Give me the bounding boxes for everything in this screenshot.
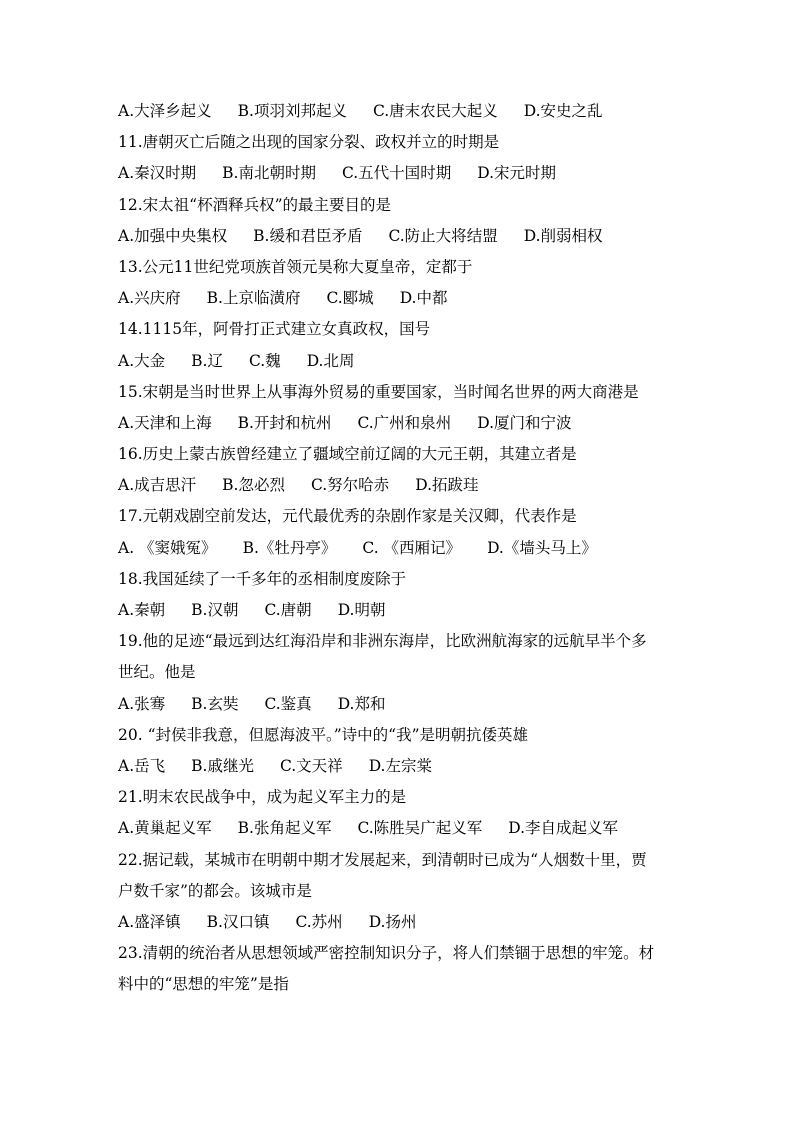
answer-option: C.文天祥 <box>279 756 343 775</box>
answer-option: D.扬州 <box>368 912 417 931</box>
answer-option: D.《墙头马上》 <box>487 538 597 557</box>
question-text: 19.他的足迹“最远到达红海沿岸和非洲东海岸，比欧洲航海家的远航早半个多 <box>118 632 647 651</box>
question-text: 21.明末农民战争中，成为起义军主力的是 <box>118 788 407 807</box>
question-text: 14.1115年，阿骨打正式建立女真政权，国号 <box>118 320 431 339</box>
question-text: 15.宋朝是当时世界上从事海外贸易的重要国家，当时闻名世界的两大商港是 <box>118 382 639 401</box>
answer-option: A.秦汉时期 <box>118 164 197 183</box>
answer-option: D.拓跋珪 <box>415 476 479 495</box>
answer-option: C.陈胜吴广起义军 <box>357 819 483 838</box>
answer-options <box>118 408 678 439</box>
answer-option: A.黄巢起义军 <box>118 819 212 838</box>
answer-option: D.明朝 <box>337 601 386 619</box>
answer-option: C.五代十国时期 <box>341 164 452 183</box>
answer-options <box>118 689 678 720</box>
answer-option: D.李自成起义军 <box>508 819 619 838</box>
answer-option: B.张角起义军 <box>237 819 332 838</box>
question-text: 17.元朝戏剧空前发达，元代最优秀的杂剧作家是关汉卿，代表作是 <box>118 507 577 526</box>
answer-options <box>118 283 678 314</box>
answer-option: A.岳飞 <box>118 756 166 775</box>
question-text: 11.唐朝灭亡后随之出现的国家分裂、政权并立的时期是 <box>118 133 500 152</box>
answer-option: C.郾城 <box>326 289 374 308</box>
answer-option: B.玄奘 <box>191 694 239 713</box>
answer-options <box>118 470 678 501</box>
answer-options <box>118 907 678 938</box>
answer-option: A.大泽乡起义 <box>118 102 212 120</box>
answer-option: A.天津和上海 <box>118 413 212 432</box>
answer-option: C.广州和泉州 <box>357 413 452 432</box>
answer-option: A.盛泽镇 <box>118 912 181 931</box>
answer-option: C.苏州 <box>295 912 343 931</box>
question-text: 23.清朝的统治者从思想领域严密控制知识分子，将人们禁锢于思想的牢笼。材 <box>118 944 655 963</box>
question-text: 料中的“思想的牢笼”是指 <box>118 975 289 994</box>
question-text: 18.我国延续了一千多年的丞相制度废除于 <box>118 569 407 588</box>
answer-option: B.辽 <box>191 351 223 370</box>
question-text: 22.据记载，某城市在明朝中期才发展起来，到清朝时已成为“人烟数十里，贾 <box>118 850 647 869</box>
answer-option: D.宋元时期 <box>477 164 557 183</box>
question-text: 20. “封侯非我意，但愿海波平。”诗中的“我”是明朝抗倭英雄 <box>118 725 529 744</box>
answer-option: C.努尔哈赤 <box>310 476 390 495</box>
answer-option: B.汉口镇 <box>206 912 270 931</box>
answer-option: A.成吉思汗 <box>118 476 197 495</box>
answer-option: C.防止大将结盟 <box>388 226 498 245</box>
answer-option: B.《牡丹亭》 <box>242 538 337 557</box>
answer-options <box>118 533 678 564</box>
question-text: 世纪。他是 <box>118 663 196 682</box>
answer-option: D.左宗棠 <box>368 756 432 775</box>
answer-option: C.鉴真 <box>264 694 312 713</box>
answer-options <box>118 751 678 782</box>
answer-options <box>118 158 678 189</box>
answer-option: B.忽必烈 <box>222 476 285 495</box>
answer-option: B.项羽刘邦起义 <box>237 102 347 120</box>
answer-option: D.北周 <box>306 351 355 370</box>
answer-option: A. 《窦娥冤》 <box>118 538 217 557</box>
answer-option: A.秦朝 <box>118 601 166 619</box>
answer-option: A.张骞 <box>118 694 166 713</box>
question-text: 16.历史上蒙古族曾经建立了疆域空前辽阔的大元王朝，其建立者是 <box>118 445 577 464</box>
answer-option: C.唐末农民大起义 <box>372 102 498 120</box>
answer-options <box>118 813 678 844</box>
answer-option: D.削弱相权 <box>523 226 603 245</box>
answer-option: B.缓和君臣矛盾 <box>253 226 363 245</box>
answer-option: B.上京临潢府 <box>206 289 301 308</box>
exam-page <box>118 96 678 1000</box>
answer-option: D.安史之乱 <box>523 102 603 120</box>
answer-option: D.中都 <box>399 289 448 308</box>
answer-options <box>118 595 678 626</box>
answer-option: B.开封和杭州 <box>237 413 332 432</box>
answer-option: B.汉朝 <box>191 601 239 619</box>
answer-option: C. 《西厢记》 <box>362 538 462 557</box>
answer-options <box>118 221 678 252</box>
answer-option: B.戚继光 <box>191 756 254 775</box>
answer-options <box>118 96 678 127</box>
answer-option: B.南北朝时期 <box>222 164 316 183</box>
question-text: 户数千家”的都会。该城市是 <box>118 881 312 900</box>
answer-option: A.兴庆府 <box>118 289 181 308</box>
answer-option: C.唐朝 <box>264 601 312 619</box>
answer-option: D.厦门和宁波 <box>477 413 572 432</box>
answer-options <box>118 346 678 377</box>
answer-option: D.郑和 <box>337 694 386 713</box>
answer-option: A.加强中央集权 <box>118 226 228 245</box>
answer-option: C.魏 <box>248 351 281 370</box>
question-text: 13.公元11世纪党项族首领元昊称大夏皇帝，定都于 <box>118 257 473 276</box>
question-text: 12.宋太祖“杯酒释兵权”的最主要目的是 <box>118 195 391 214</box>
answer-option: A.大金 <box>118 351 166 370</box>
